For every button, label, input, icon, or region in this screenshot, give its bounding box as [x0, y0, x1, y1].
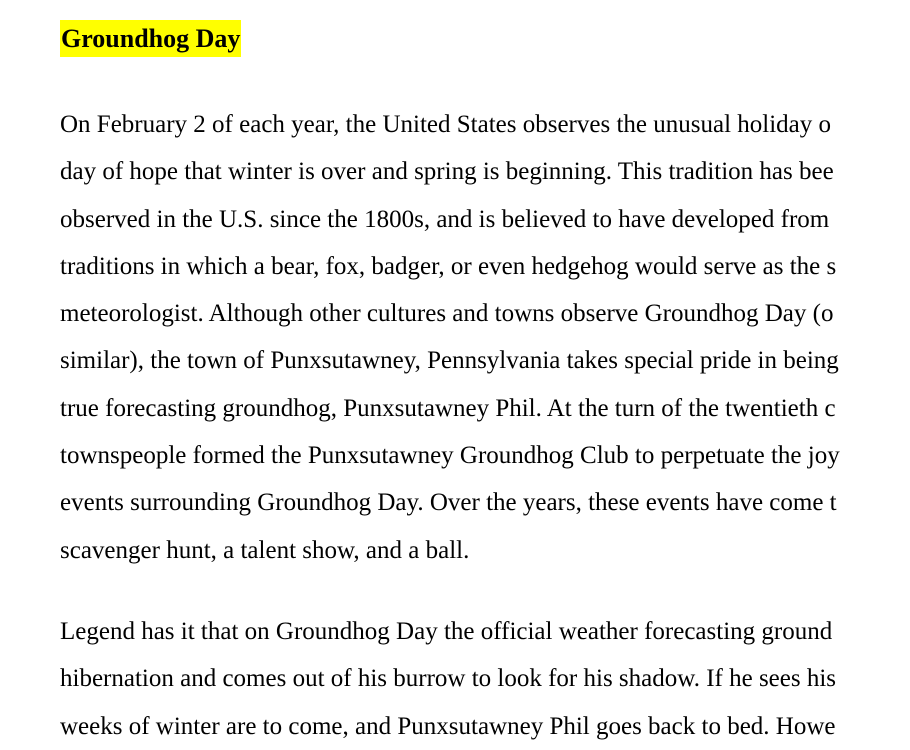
text-line: true forecasting groundhog, Punxsutawney Phil. At the turn of the twentieth c	[60, 394, 836, 422]
paragraph-2	[60, 608, 836, 750]
text-line: day of hope that winter is over and spring is beginning. This tradition has bee	[60, 158, 834, 186]
text-line: traditions in which a bear, fox, badger, or even hedgehog would serve as the s	[60, 252, 837, 280]
text-line: scavenger hunt, a talent show, and a ball.	[60, 536, 470, 564]
text-line: Legend has it that on Groundhog Day the official weather forecasting ground	[60, 618, 833, 645]
text-line: On February 2 of each year, the United States observes the unusual holiday o	[60, 111, 832, 138]
text-line: weeks of winter are to come, and Punxsutawney Phil goes back to bed. Howe	[60, 712, 836, 740]
text-line: similar), the town of Punxsutawney, Pennsylvania takes special pride in being	[60, 347, 839, 375]
text-line: townspeople formed the Punxsutawney Groundhog Club to perpetuate the joy	[60, 442, 840, 470]
text-line: meteorologist. Although other cultures and towns observe Groundhog Day (o	[60, 300, 834, 328]
document-title: Groundhog Day	[60, 20, 241, 57]
text-line: hibernation and comes out of his burrow to look for his shadow. If he sees his	[60, 665, 837, 693]
paragraph-1	[60, 101, 840, 574]
text-line: observed in the U.S. since the 1800s, and is believed to have developed from	[60, 205, 830, 233]
text-line: events surrounding Groundhog Day. Over the years, these events have come t	[60, 489, 837, 517]
